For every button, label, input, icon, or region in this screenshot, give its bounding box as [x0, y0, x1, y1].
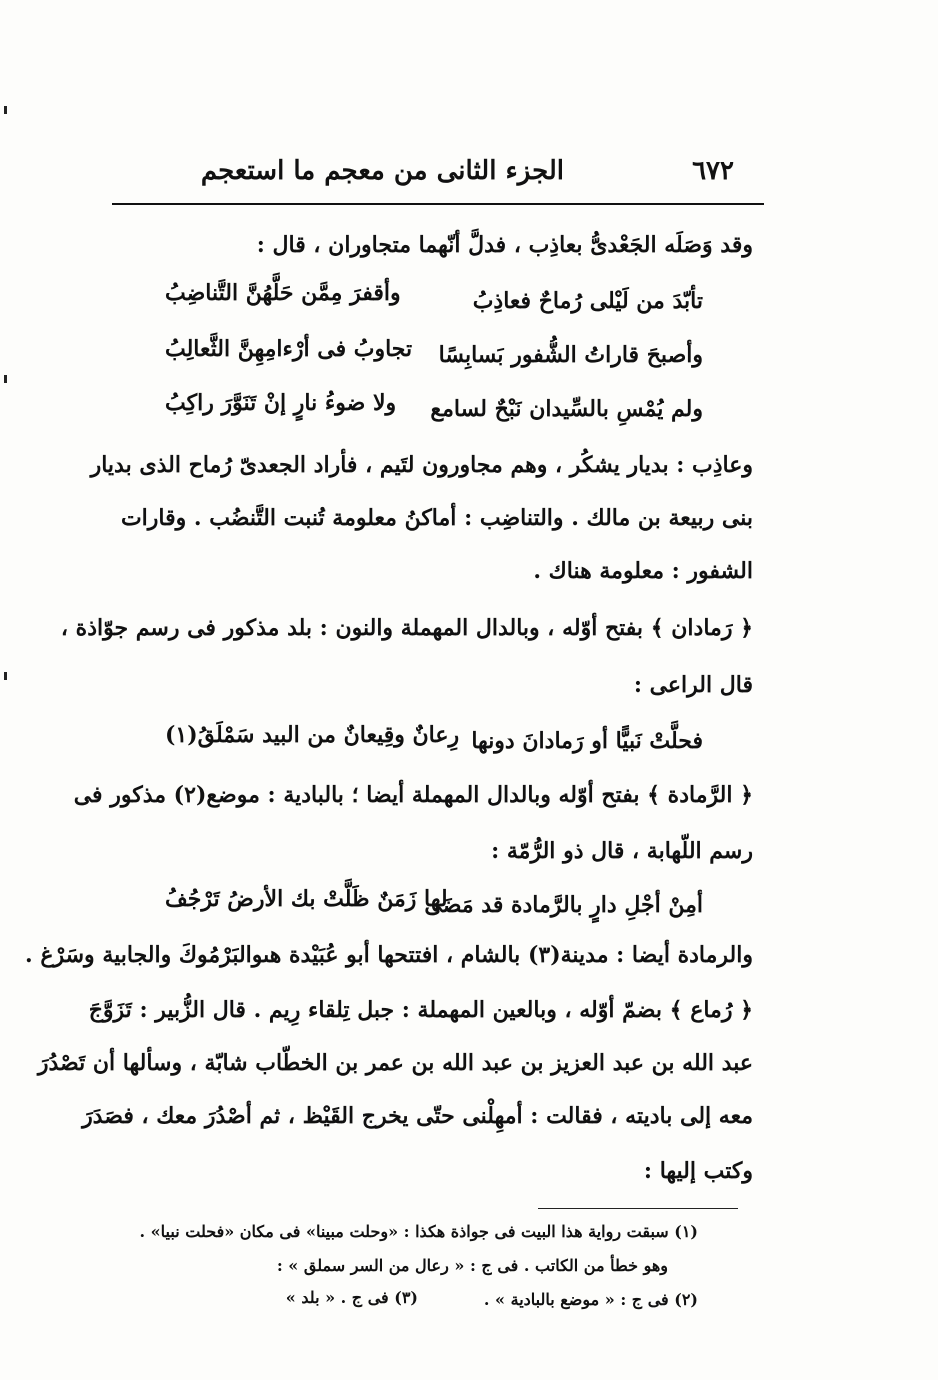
verse-second-hemistich: ولا ضوءُ نارٍ إنْ تَنَوَّرَ راكِبُ — [165, 390, 397, 416]
margin-mark — [4, 106, 7, 114]
page-number: ٦٧٢ — [692, 156, 734, 186]
footnote: (٢) فى ج : « موضع بالبادية » . — [483, 1290, 698, 1309]
text-line: والرمادة أيضا : مدينة(٣) بالشام ، افتتحها أبو عُبَيْدة هىوالبَرْمُوكَ والجابية وسَرْغ . — [25, 942, 753, 968]
entry-heading-ruma: ﴿ رُماع ﴾ بضمّ أوّله ، وبالعين المهملة : جبل تِلقاء رِيم . قال الزُّبير : تَزَوَّجَ — [88, 997, 753, 1023]
verse-second-hemistich: رِعانٌ وقِيعانٌ من البيد سَمْلَقُ(١) — [165, 722, 460, 748]
footnote: (٣) فى ج . « بلد » — [285, 1288, 418, 1307]
text-line: وعاذِب : بديار يشكُر ، وهم مجاورون لتَيم ، فأراد الجعدىّ رُماح الذى بديار — [90, 452, 753, 478]
entry-heading-ramadan: ﴿ رَمادان ﴾ بفتح أوّله ، وبالدال المهملة والنون : بلد مذكور فى رسم جوّاذة ، — [60, 615, 753, 641]
verse-first-hemistich: وأصبحَ قاراتُ الشُّفور بَسابِسًا — [438, 342, 703, 368]
text-line: عبد الله بن عبد العزيز بن عبد الله بن عمر بن الخطّاب شابّة ، وسألها أن تَصْدُرَ — [37, 1050, 753, 1076]
verse-second-hemistich: لها زَمَنٌ ظَلَّتْ بك الأرضُ تَرْجُفُ — [165, 886, 448, 912]
verse-second-hemistich: تجاوبُ فى أرْءامِهِنَّ الثَّعالِبُ — [165, 336, 413, 362]
verse-first-hemistich: أمِنْ أجْلِ دارٍ بالرَّمادة قد مَضَى — [424, 892, 703, 918]
text-line: الشفور : معلومة هناك . — [533, 558, 753, 584]
text-line: وقد وَصَلَه الجَعْدىُّ بعاذِب ، فدلَّ أنّهما متجاوران ، قال : — [256, 232, 753, 258]
entry-heading-ramada: ﴿ الرَّمادة ﴾ بفتح أوّله وبالدال المهملة أيضا ؛ بالبادية : موضع(٢) مذكور فى — [73, 782, 753, 808]
text-line: وكتب إليها : — [643, 1158, 753, 1184]
footnote: وهو خطأ من الكاتب . فى ج : « رعال من السر سملق » : — [276, 1256, 668, 1275]
verse-first-hemistich: ولم يُمْسِ بالسِّيدان نَبْحٌ لسامع — [430, 396, 703, 422]
margin-mark — [4, 672, 7, 680]
text-line: بنى ربيعة بن مالك . والتناضِب : أماكنُ معلومة تُنبت التَّنضُب . وقارات — [120, 505, 753, 531]
verse-second-hemistich: وأقفرَ مِمَّن حَلَّهُنَّ التَّناضِبُ — [165, 280, 401, 306]
verse-first-hemistich: فحلَّتْ نَبيًّا أو رَمادانَ دونها — [471, 728, 703, 754]
footnote-rule — [538, 1208, 738, 1209]
footnote: (١) سبقت رواية هذا البيت فى جواذة هكذا : «وحلت مبينا» فى مكان «فحلت نبيا» . — [139, 1222, 698, 1241]
verse-first-hemistich: تأبّدَ من لَيْلى رُماحٌ فعاذِبُ — [472, 288, 703, 314]
text-line: قال الراعى : — [633, 672, 753, 698]
running-title: الجزء الثانى من معجم ما استعجم — [200, 156, 564, 186]
text-line: معه إلى باديته ، فقالت : أمهِلْنى حتّى يخرج القَيْظ ، ثم أصْدُرَ معك ، فصَدَرَ — [82, 1103, 753, 1129]
header-rule — [112, 203, 764, 205]
text-line: رسم اللّهابة ، قال ذو الرُّمّة : — [491, 838, 753, 864]
page-header — [110, 150, 764, 200]
margin-mark — [4, 375, 7, 383]
